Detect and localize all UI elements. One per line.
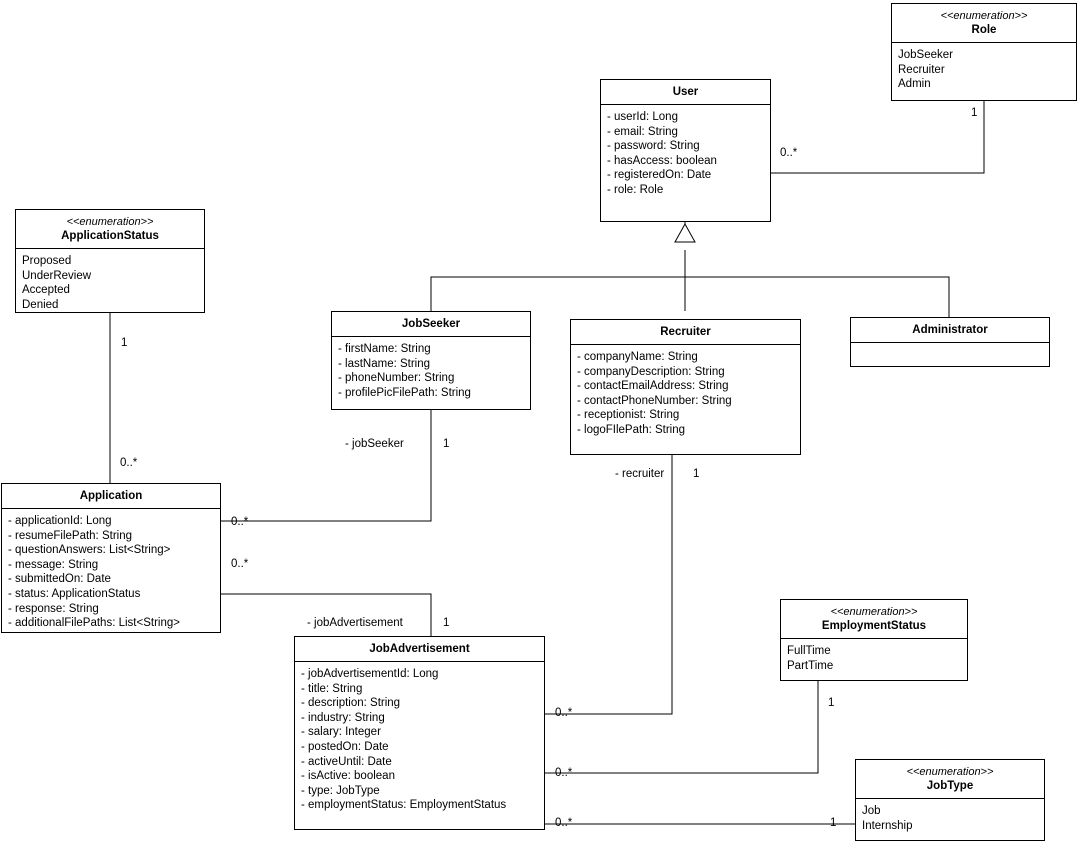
class-stereotype-job-type: <<enumeration>> [906, 766, 994, 778]
class-box-administrator[interactable] [850, 317, 1050, 367]
class-attribute: - jobAdvertisementId: Long [301, 668, 439, 680]
class-body-job-advertisement [295, 662, 544, 819]
class-name-administrator: Administrator [912, 324, 988, 336]
class-header-user [601, 80, 770, 105]
class-name-application-status: ApplicationStatus [61, 230, 159, 242]
class-header-job-advertisement [295, 637, 544, 662]
class-header-employment-status [781, 600, 967, 639]
class-attribute: Proposed [22, 255, 72, 267]
edge-label-application-status-many: 0..* [120, 457, 138, 469]
class-attribute: - resumeFilePath: String [8, 529, 132, 542]
class-name-job-advertisement: JobAdvertisement [369, 643, 470, 655]
class-attribute: - description: String [301, 697, 401, 710]
class-name-job-seeker: JobSeeker [401, 318, 461, 330]
edge-label-job-advertisement-multiplicity: 1 [443, 617, 450, 629]
class-attribute: - password: String [607, 140, 700, 153]
class-attribute: - activeUntil: Date [301, 755, 392, 768]
edge-label-job-advertisement-employment-status-many: 0..* [555, 767, 573, 779]
class-attribute: - companyName: String [577, 351, 698, 363]
class-box-job-advertisement[interactable] [294, 636, 545, 830]
class-attribute: - profilePicFilePath: String [338, 386, 471, 399]
class-attribute: JobSeeker [898, 49, 953, 61]
class-body-employment-status [781, 639, 967, 679]
class-header-job-type [856, 760, 1044, 799]
class-attribute: Admin [898, 78, 931, 91]
class-attribute: - registeredOn: Date [607, 169, 712, 182]
edge-label-employment-status-multiplicity: 1 [828, 697, 835, 709]
class-attribute: - email: String [607, 125, 678, 138]
class-attribute: - employmentStatus: EmploymentStatus [301, 799, 507, 812]
class-box-job-seeker[interactable] [331, 311, 531, 410]
class-body-administrator [851, 343, 1049, 371]
class-attribute: Internship [862, 819, 913, 832]
class-body-application [2, 509, 220, 637]
edge-label-application-job-advertisement-many: 0..* [231, 558, 249, 570]
class-header-job-seeker [332, 312, 530, 337]
class-attribute: Denied [22, 298, 59, 311]
class-box-employment-status[interactable] [780, 599, 968, 681]
class-header-administrator [851, 318, 1049, 343]
class-attribute: - userId: Long [607, 111, 678, 123]
class-attribute: - status: ApplicationStatus [8, 587, 141, 600]
class-attribute: - postedOn: Date [301, 740, 389, 753]
class-attribute: - applicationId: Long [8, 515, 112, 527]
class-attribute: - logoFIlePath: String [577, 423, 686, 436]
class-attribute: - hasAccess: boolean [607, 154, 717, 167]
edge-label-recruiter-multiplicity: 1 [693, 468, 700, 480]
class-box-user[interactable] [600, 79, 771, 222]
class-body-application-status [16, 249, 204, 318]
edge-label-job-seeker-multiplicity: 1 [443, 438, 450, 450]
class-attribute: PartTime [787, 659, 834, 672]
class-header-role [892, 4, 1076, 43]
class-stereotype-application-status: <<enumeration>> [66, 216, 154, 228]
edge-label-application-job-seeker-many: 0..* [231, 516, 249, 528]
class-header-application [2, 484, 220, 509]
class-attribute: Job [862, 805, 881, 817]
class-attribute: - contactPhoneNumber: String [577, 394, 732, 407]
class-name-job-type: JobType [926, 780, 974, 792]
class-body-job-seeker [332, 337, 530, 406]
class-name-employment-status: EmploymentStatus [821, 620, 927, 632]
class-attribute: - type: JobType [301, 784, 380, 797]
class-attribute: - phoneNumber: String [338, 372, 455, 385]
class-stereotype-employment-status: <<enumeration>> [830, 606, 918, 618]
edge-label-application-status-multiplicity: 1 [121, 337, 128, 349]
edge-label-job-advertisement-role: - jobAdvertisement [307, 617, 403, 629]
class-attribute: Recruiter [898, 63, 945, 76]
class-attribute: - companyDescription: String [577, 365, 725, 378]
class-attribute: Accepted [22, 284, 70, 297]
class-box-job-type[interactable] [855, 759, 1045, 841]
edge-label-job-seeker-role: - jobSeeker [345, 438, 404, 450]
class-attribute: - role: Role [607, 183, 664, 196]
class-attribute: - contactEmailAddress: String [577, 380, 729, 393]
edge-label-role-multiplicity: 1 [971, 107, 978, 119]
class-attribute: - isActive: boolean [301, 770, 395, 783]
class-body-job-type [856, 799, 1044, 839]
class-header-recruiter [571, 320, 800, 345]
class-attribute: - response: String [8, 602, 99, 615]
class-attribute: - message: String [8, 558, 99, 571]
class-body-role [892, 43, 1076, 98]
edge-label-user-multiplicity: 0..* [780, 147, 798, 159]
class-name-role: Role [971, 24, 997, 36]
class-box-recruiter[interactable] [570, 319, 801, 455]
class-stereotype-role: <<enumeration>> [940, 10, 1028, 22]
class-attribute: - receptionist: String [577, 409, 680, 422]
class-box-role[interactable] [891, 3, 1077, 101]
class-attribute: - lastName: String [338, 357, 431, 370]
class-attribute: - questionAnswers: List<String> [8, 544, 171, 557]
edge-label-job-advertisement-job-type-many: 0..* [555, 817, 573, 829]
class-body-user [601, 105, 770, 204]
edge-label-job-advertisement-recruiter-many: 0..* [555, 707, 573, 719]
class-name-application: Application [79, 490, 143, 502]
class-attribute: - firstName: String [338, 343, 431, 355]
class-box-application[interactable] [1, 483, 221, 633]
class-attribute: - title: String [301, 682, 363, 695]
class-attribute: - additionalFilePaths: List<String> [8, 617, 180, 630]
class-attribute: FullTime [787, 645, 831, 657]
class-name-user: User [672, 86, 699, 98]
class-header-application-status [16, 210, 204, 249]
class-attribute: - industry: String [301, 711, 385, 724]
edge-label-recruiter-role: - recruiter [615, 468, 665, 480]
class-name-recruiter: Recruiter [660, 326, 711, 338]
class-attribute: - submittedOn: Date [8, 573, 111, 586]
class-attribute: - salary: Integer [301, 726, 381, 739]
edge-label-job-type-multiplicity: 1 [830, 817, 837, 829]
class-attribute: UnderReview [22, 269, 92, 282]
class-box-application-status[interactable] [15, 209, 205, 313]
class-body-recruiter [571, 345, 800, 444]
